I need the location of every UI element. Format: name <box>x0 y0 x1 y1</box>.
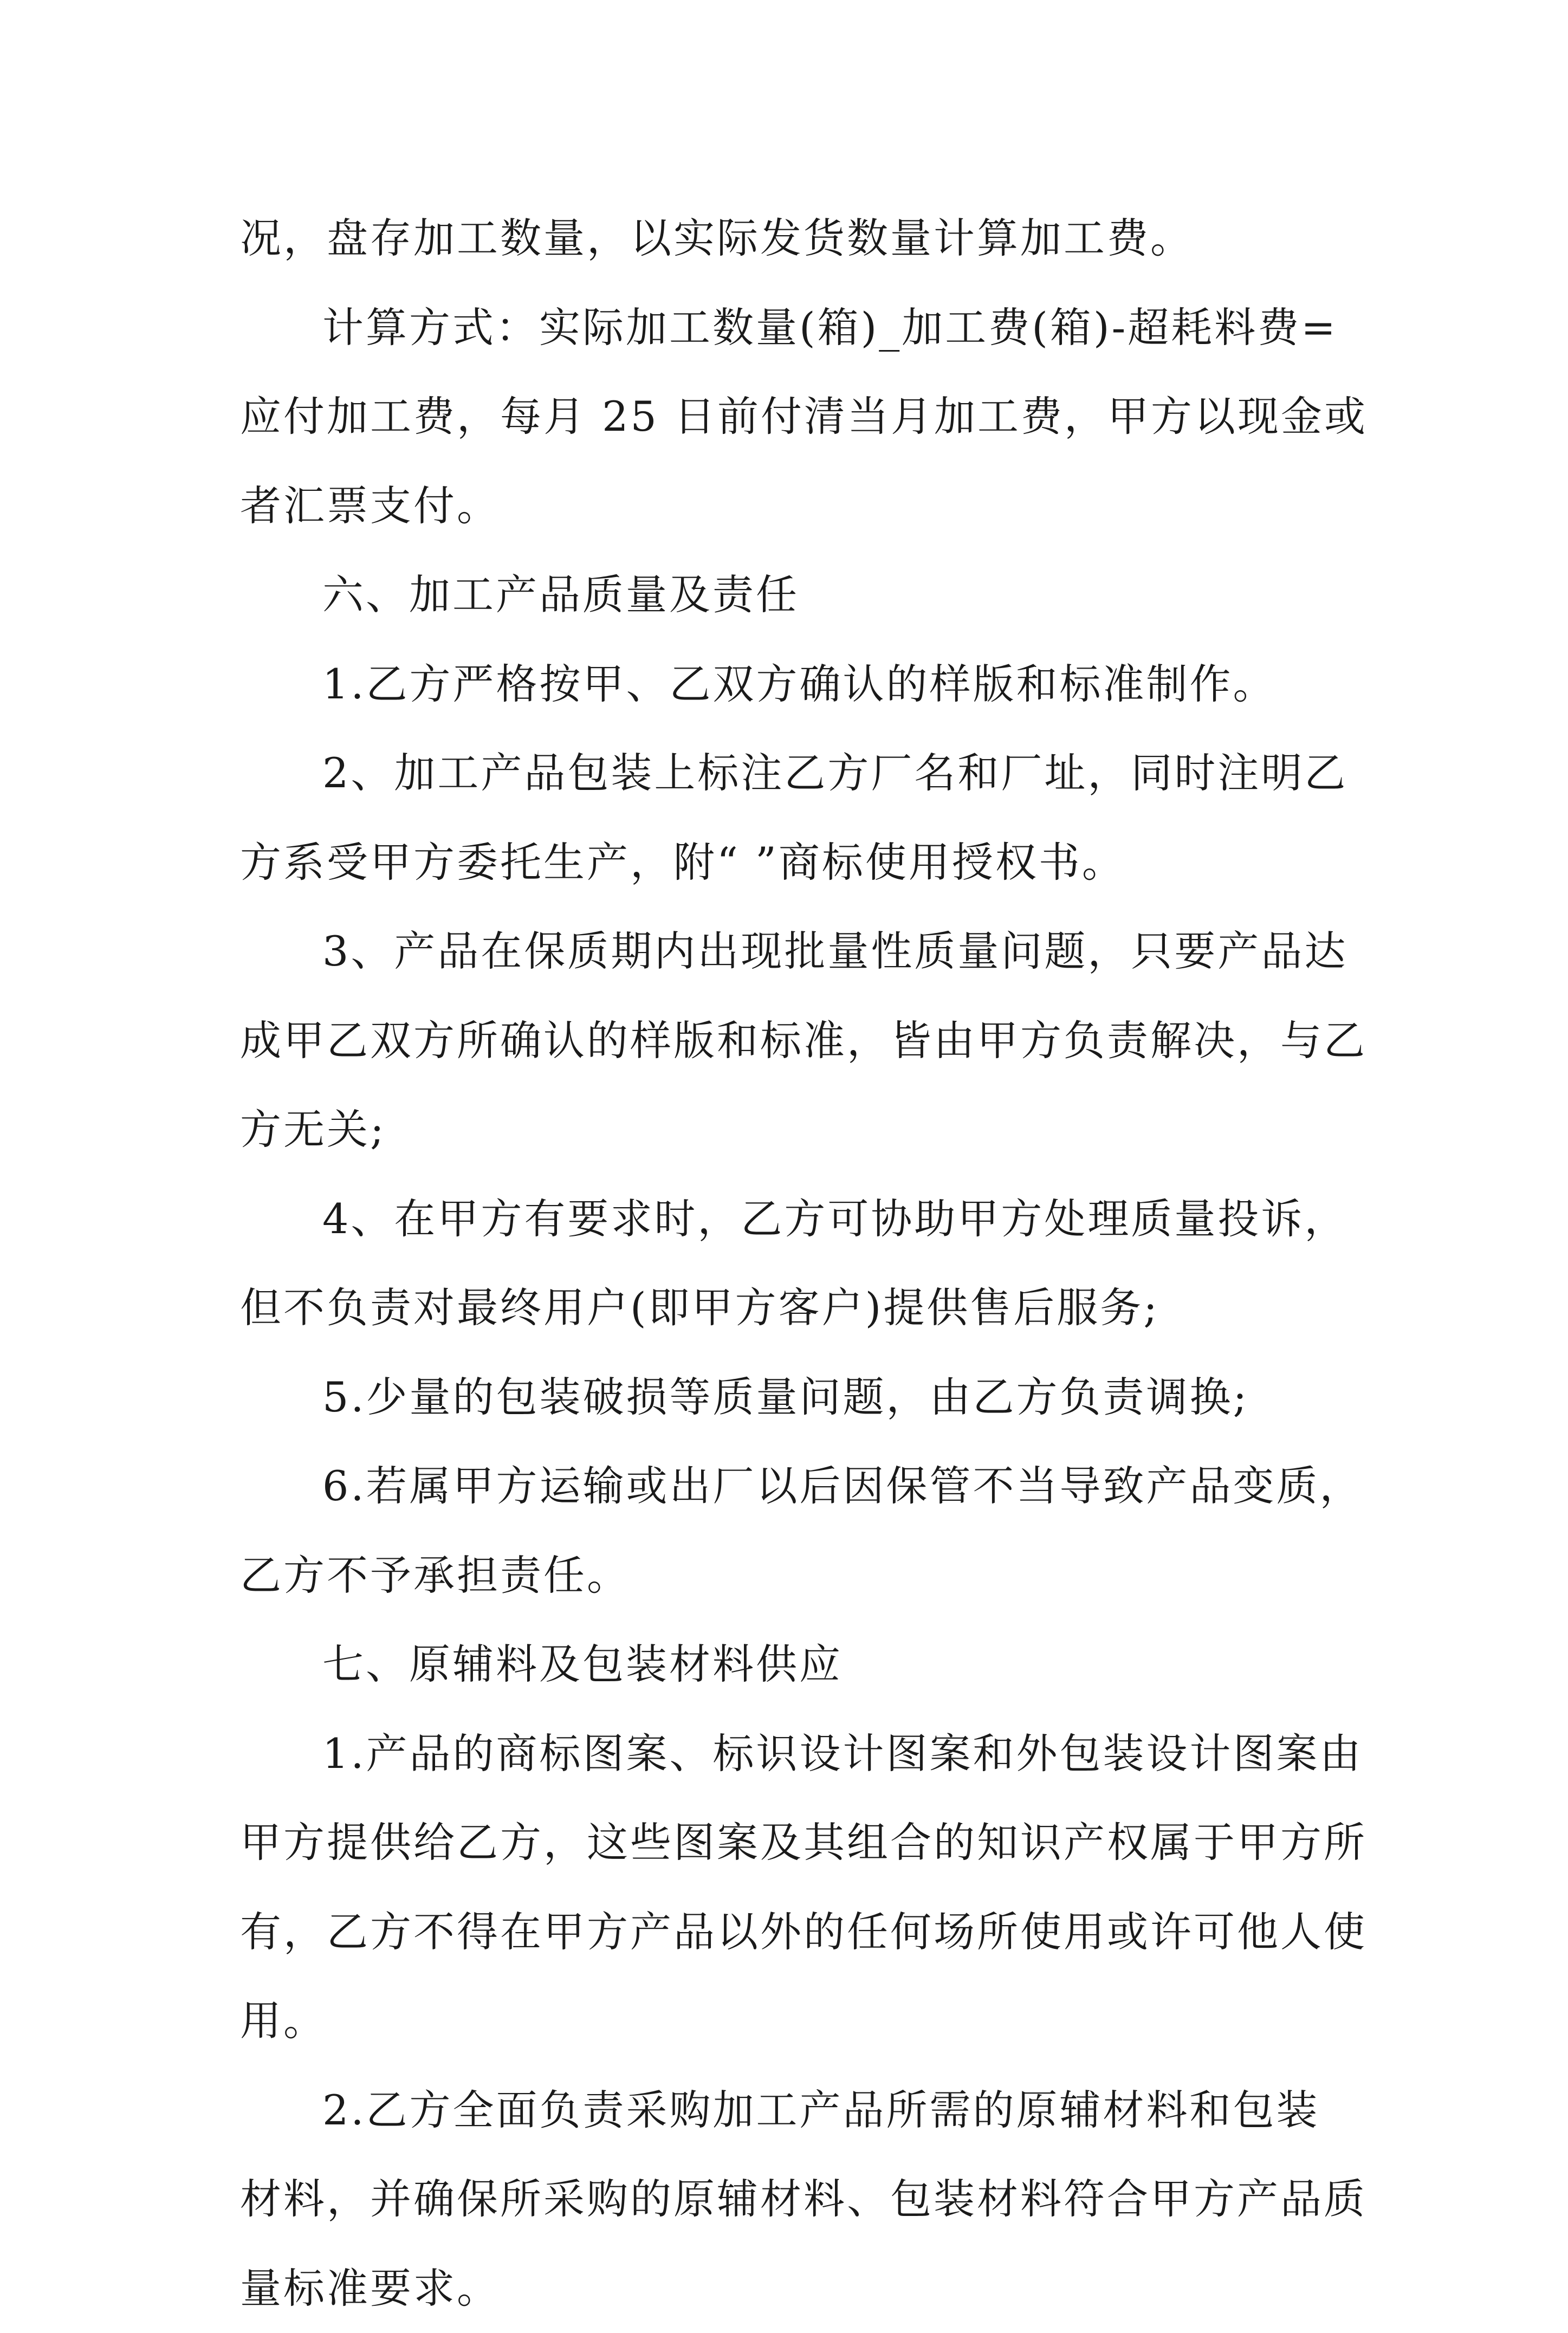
text-line: 6.若属甲方运输或出厂以后因保管不当导致产品变质， <box>240 1442 1345 1531</box>
text-line: 但不负责对最终用户(即甲方客户)提供售后服务; <box>240 1263 1345 1353</box>
text-line: 况，盘存加工数量，以实际发货数量计算加工费。 <box>240 194 1345 283</box>
text-line: 3、产品在保质期内出现批量性质量问题，只要产品达 <box>240 907 1345 996</box>
text-line: 量标准要求。 <box>240 2244 1345 2333</box>
text-line: 乙方不予承担责任。 <box>240 1531 1345 1621</box>
text-line: 5.少量的包装破损等质量问题，由乙方负责调换; <box>240 1353 1345 1442</box>
text-line: 应付加工费，每月 25 日前付清当月加工费，甲方以现金或 <box>240 372 1345 462</box>
document-body <box>240 194 1345 2333</box>
section-heading: 七、原辅料及包装材料供应 <box>240 1620 1345 1709</box>
text-line: 甲方提供给乙方，这些图案及其组合的知识产权属于甲方所 <box>240 1798 1345 1888</box>
text-line: 计算方式：实际加工数量(箱)_加工费(箱)-超耗料费= <box>240 283 1345 373</box>
text-line: 有，乙方不得在甲方产品以外的任何场所使用或许可他人使 <box>240 1888 1345 1977</box>
text-line: 材料，并确保所采购的原辅材料、包装材料符合甲方产品质 <box>240 2155 1345 2244</box>
section-heading: 六、加工产品质量及责任 <box>240 550 1345 640</box>
text-line: 2、加工产品包装上标注乙方厂名和厂址，同时注明乙 <box>240 729 1345 818</box>
text-line: 者汇票支付。 <box>240 462 1345 551</box>
text-line: 方系受甲方委托生产，附“ ”商标使用授权书。 <box>240 818 1345 908</box>
text-line: 4、在甲方有要求时，乙方可协助甲方处理质量投诉， <box>240 1175 1345 1264</box>
text-line: 1.乙方严格按甲、乙双方确认的样版和标准制作。 <box>240 640 1345 729</box>
text-line: 2.乙方全面负责采购加工产品所需的原辅材料和包装 <box>240 2066 1345 2155</box>
text-line: 1.产品的商标图案、标识设计图案和外包装设计图案由 <box>240 1709 1345 1799</box>
text-line: 用。 <box>240 1976 1345 2066</box>
text-line: 成甲乙双方所确认的样版和标准，皆由甲方负责解决，与乙 <box>240 996 1345 1086</box>
text-line: 方无关; <box>240 1085 1345 1175</box>
